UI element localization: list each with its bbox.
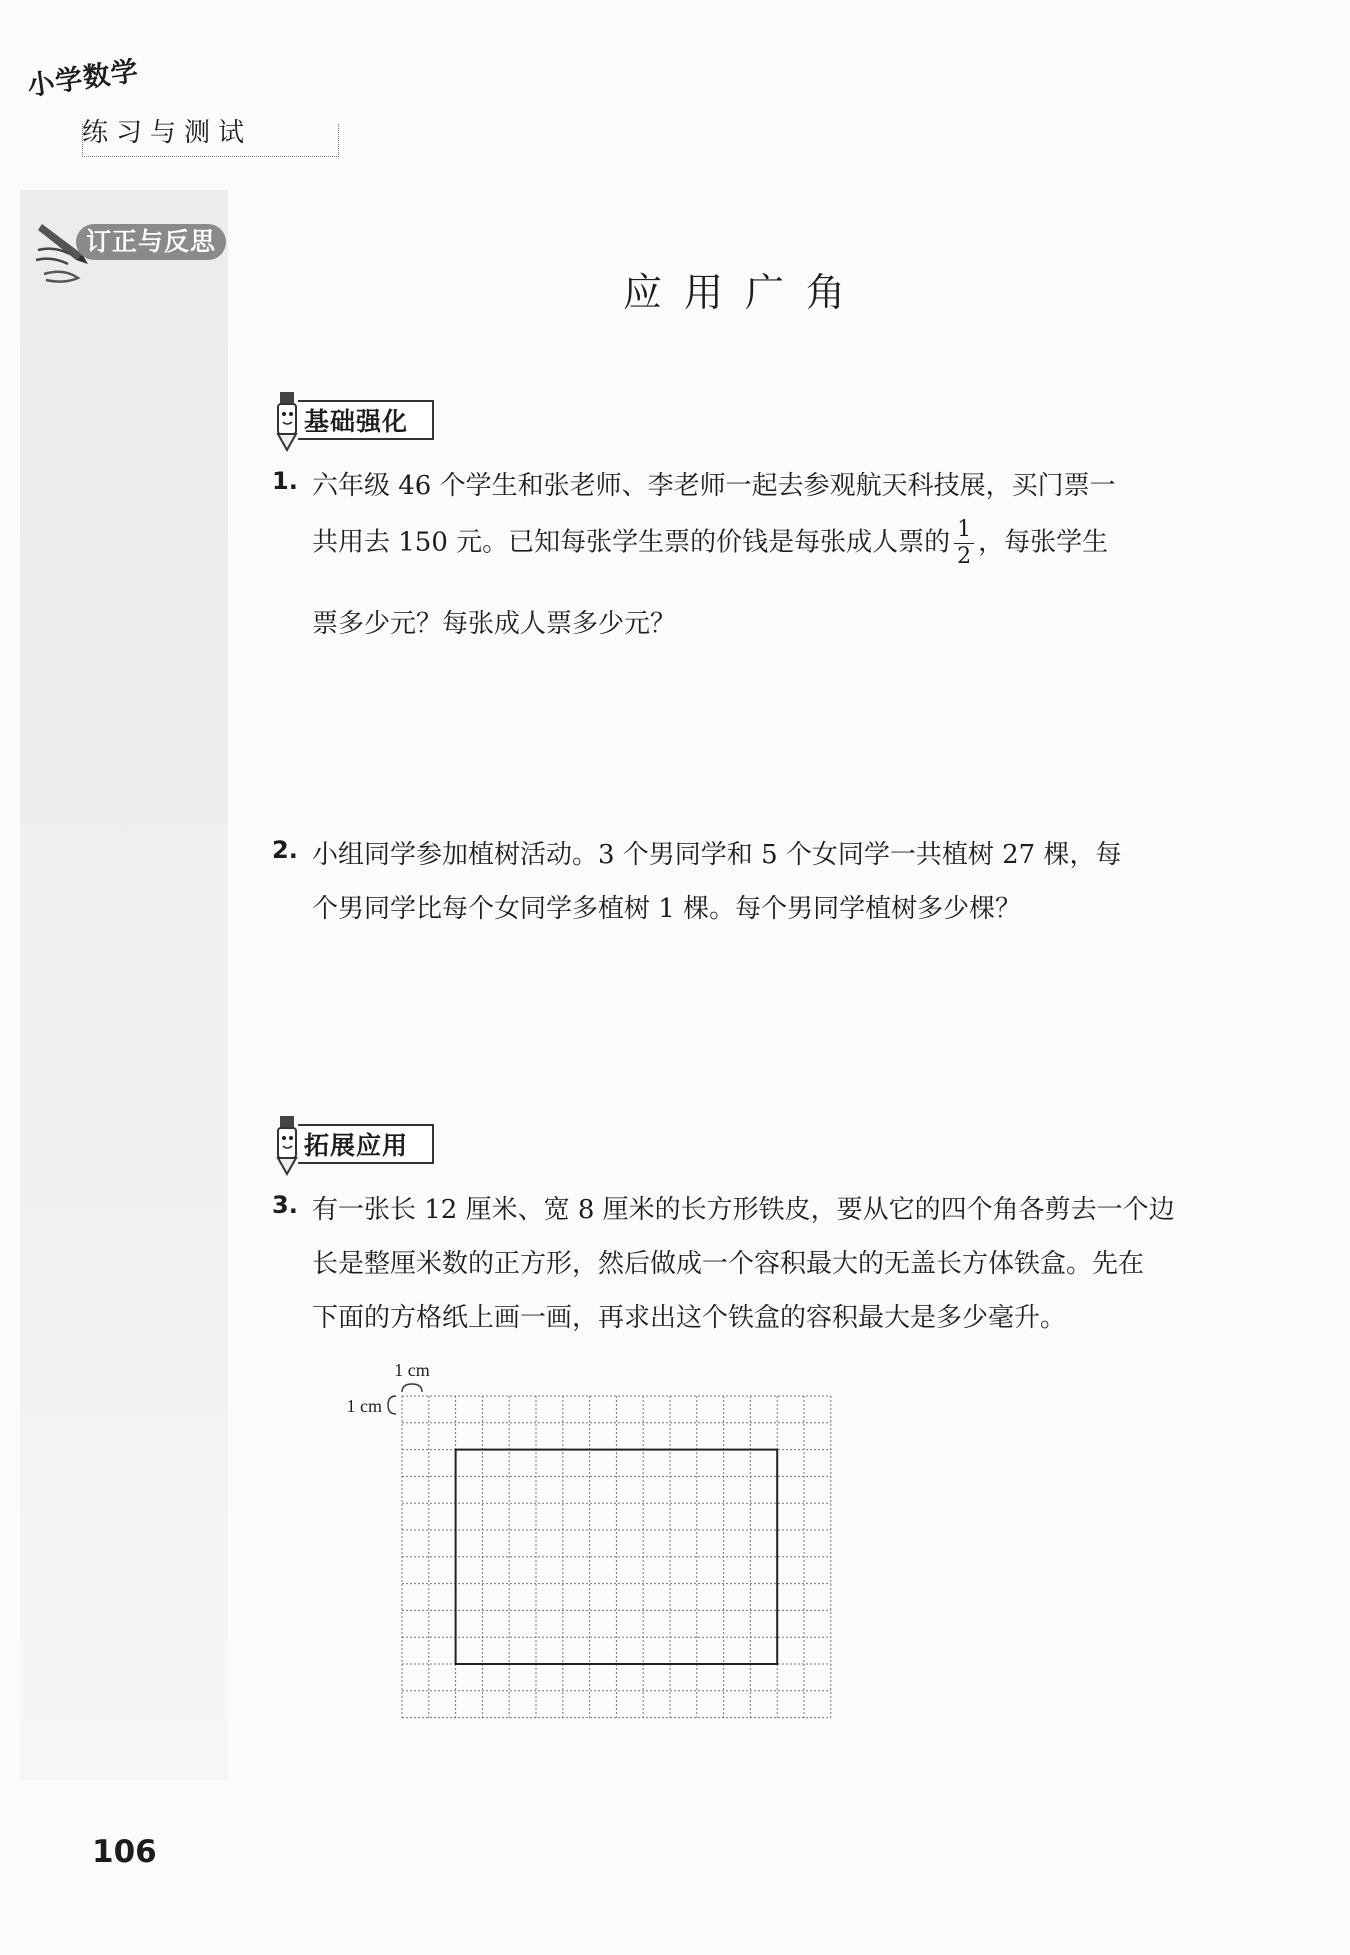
fraction-denominator: 2 (957, 544, 972, 569)
page-title: 应用广角 (622, 271, 867, 316)
unit-label-left: 1 cm (346, 1396, 382, 1416)
grid-lines (402, 1396, 831, 1718)
fraction-numerator: 1 (954, 517, 974, 544)
question-1-number: 1. (272, 467, 298, 495)
brace-left (388, 1396, 396, 1414)
book-subtitle: 练习与测试 (82, 118, 253, 148)
review-label: 订正与反思 (76, 224, 226, 260)
question-3-line-3: 下面的方格纸上画一画，再求出这个铁盒的容积最大是多少毫升。 (312, 1303, 1067, 1333)
unit-label-top: 1 cm (394, 1360, 430, 1380)
question-3-line-2: 长是整厘米数的正方形，然后做成一个容积最大的无盖长方体铁盒。先在 (312, 1249, 1145, 1279)
book-title: 小学数学 (25, 55, 141, 103)
question-1-line-3: 票多少元？每张成人票多少元？ (312, 609, 677, 639)
brace-top (402, 1384, 422, 1392)
fraction-one-half (954, 517, 974, 570)
question-2-line-2: 个男同学比每个女同学多植树 1 棵。每个男同学植树多少棵？ (312, 894, 1022, 924)
section-extended-label: 拓展应用 (298, 1124, 434, 1164)
question-2-line-1: 小组同学参加植树活动。3 个男同学和 5 个女同学一共植树 27 棵，每 (312, 840, 1122, 870)
question-2-number: 2. (272, 836, 298, 864)
question-1-line-1: 六年级 46 个学生和张老师、李老师一起去参观航天科技展，买门票一 (312, 471, 1116, 501)
question-1-line-2 (312, 517, 1108, 570)
review-margin (20, 190, 228, 1780)
question-3-number: 3. (272, 1191, 298, 1219)
question-1-line-2-after: ，每张学生 (978, 527, 1109, 558)
subtitle-box (82, 124, 339, 157)
question-1-line-2-before: 共用去 150 元。已知每张学生票的价钱是每张成人票的 (312, 527, 951, 558)
grid-paper (330, 1356, 850, 1726)
section-basic-label: 基础强化 (298, 400, 434, 440)
question-3-line-1: 有一张长 12 厘米、宽 8 厘米的长方形铁皮，要从它的四个角各剪去一个边 (312, 1195, 1175, 1225)
page-number: 106 (92, 1834, 157, 1870)
grid-figure (330, 1356, 850, 1730)
